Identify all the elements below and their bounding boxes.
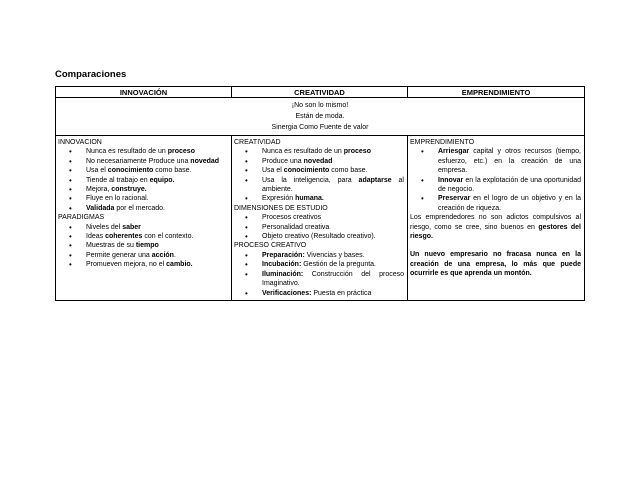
list-item: • Arriesgar capital y otros recursos (tiempo, esfuerzo, etc.) en la creación de una empresa. (410, 147, 581, 175)
list-item: • Preparación: Vivencias y bases. (234, 251, 404, 260)
list-item: • Preservar en el logro de un objetivo y en la creación de riqueza. (410, 194, 581, 213)
header-row (56, 87, 585, 98)
list-item: • Tiende al trabajo en equipo. (58, 176, 228, 185)
shared-cell (56, 98, 585, 136)
list-item: • No necesariamente Produce una novedad (58, 157, 228, 166)
list-item: • Produce una novedad (234, 157, 404, 166)
list-item: • Innovar en la explotación de una oportunidad de negocio. (410, 176, 581, 195)
list-item: • Ideas coherentes con el contexto. (58, 232, 228, 241)
list-item: • Mejora, construye. (58, 185, 228, 194)
list-item: • Fluye en lo racional. (58, 194, 228, 203)
list-item: • Nunca es resultado de un proceso (234, 147, 404, 156)
emprendimiento-heading: EMPRENDIMIENTO (410, 139, 475, 146)
creatividad-heading: CREATIVIDAD (234, 139, 281, 146)
list-item: • Niveles del saber (58, 223, 228, 232)
header-creatividad: CREATIVIDAD (232, 87, 408, 98)
shared-row (56, 98, 585, 136)
header-emprendimiento: EMPRENDIMIENTO (408, 87, 585, 98)
shared-line: ¡No son lo mismo! (291, 102, 349, 109)
list-item: • Validada por el mercado. (58, 204, 228, 213)
paradigmas-heading: PARADIGMAS (58, 214, 105, 222)
proceso-heading: PROCESO CREATIVO (234, 242, 307, 250)
list-item: • Verificaciones: Puesta en práctica (234, 289, 404, 298)
comparison-table (55, 86, 585, 301)
page-title: Comparaciones (55, 69, 127, 80)
spacer (410, 241, 581, 250)
creatividad-list (234, 147, 404, 203)
emprendimiento-cell (408, 136, 585, 301)
list-item: • Incubación: Gestión de la pregunta. (234, 260, 404, 269)
list-item: • Usa la inteligencia, para adaptarse al ambiente. (234, 176, 404, 195)
shared-line: Sinergia Como Fuente de valor (271, 124, 369, 131)
empresario-paragraph: Un nuevo empresario no fracasa nunca en la creación de una empresa, lo más que puede ocurrirle es que aprenda un montón. (410, 251, 581, 278)
content-row (56, 136, 585, 301)
list-item: • Muestras de su tiempo (58, 241, 228, 250)
list-item: • Usa el conocimiento como base. (234, 166, 404, 175)
riesgo-paragraph: Los emprendedores no son adictos compulsivos al riesgo, como se cree, sino buenos en gestores del riesgo. (410, 214, 581, 241)
creatividad-cell (232, 136, 408, 301)
header-innovacion: INNOVACIÓN (56, 87, 232, 98)
proceso-list (234, 251, 404, 298)
innovacion-list (58, 147, 228, 213)
list-item: • Procesos creativos (234, 213, 404, 222)
list-item: • Objeto creativo (Resultado creativo). (234, 232, 404, 241)
list-item: • Iluminación: Construcción del proceso Imaginativo. (234, 270, 404, 289)
shared-line: Están de moda. (295, 113, 345, 120)
list-item: • Usa el conocimiento como base. (58, 166, 228, 175)
list-item: • Expresión humana. (234, 194, 404, 203)
dimensiones-heading: DIMENSIONES DE ESTUDIO (234, 204, 328, 212)
list-item: • Promueven mejora, no el cambio. (58, 260, 228, 269)
list-item: • Permite generar una acción. (58, 251, 228, 260)
innovacion-heading: INNOVACION (58, 139, 102, 146)
emprendimiento-list (410, 147, 581, 213)
list-item: • Nunca es resultado de un proceso (58, 147, 228, 156)
paradigmas-list (58, 223, 228, 270)
innovacion-cell (56, 136, 232, 301)
list-item: • Personalidad creativa (234, 223, 404, 232)
dimensiones-list (234, 213, 404, 241)
